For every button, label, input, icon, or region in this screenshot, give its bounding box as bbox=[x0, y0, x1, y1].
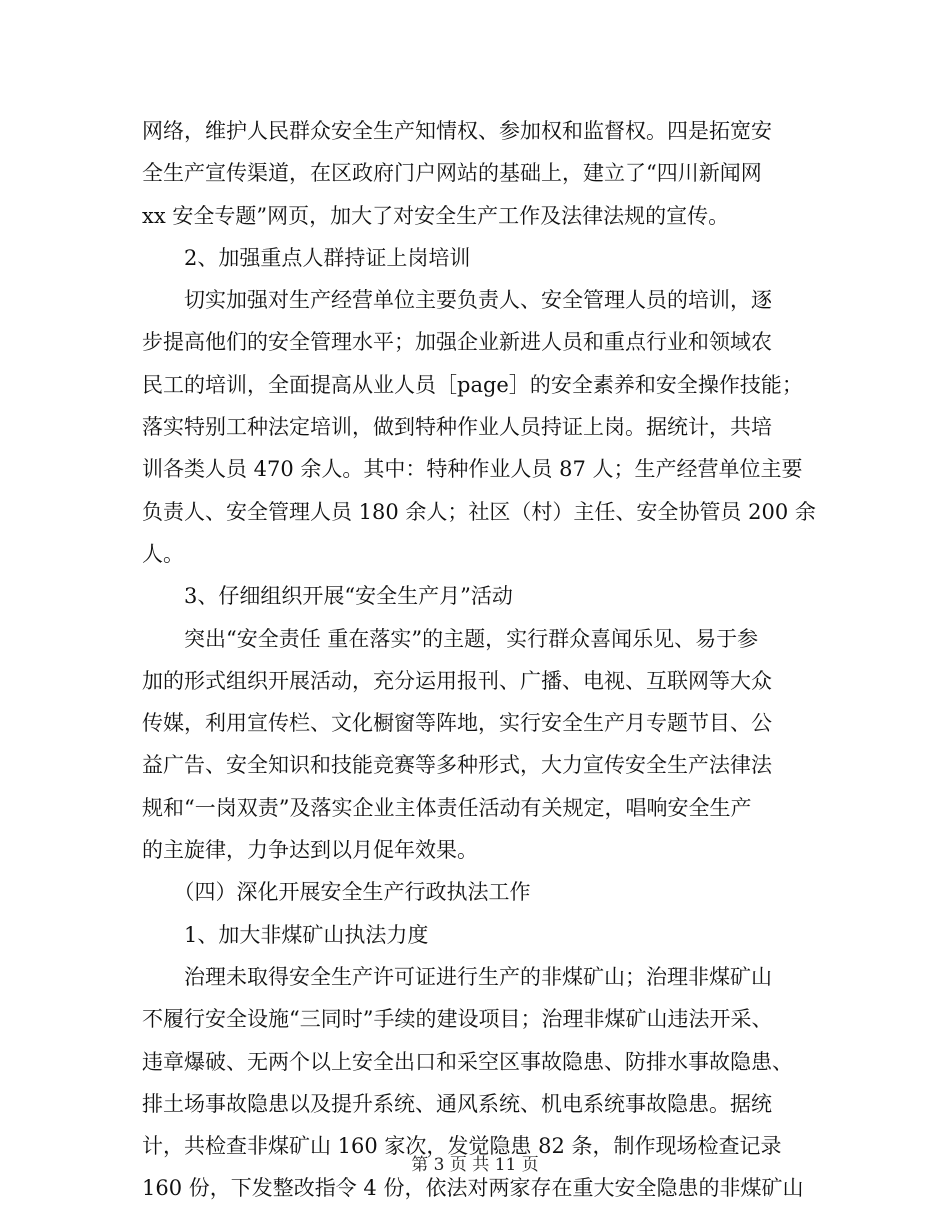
text-line: 全生产宣传渠道，在区政府门户网站的基础上，建立了“四川新闻网 bbox=[142, 161, 762, 186]
text-line: 网络，维护人民群众安全生产知情权、参加权和监督权。四是拓宽安 bbox=[142, 119, 772, 143]
text-line: 人。 bbox=[142, 541, 184, 566]
text-line: 加的形式组织开展活动，充分运用报刊、广播、电视、互联网等大众 bbox=[142, 668, 772, 693]
text-line: 规和“一岗双责”及落实企业主体责任活动有关规定，唱响安全生产 bbox=[142, 795, 752, 820]
text-line: 治理未取得安全生产许可证进行生产的非煤矿山；治理非煤矿山 bbox=[142, 964, 772, 989]
text-line: 排土场事故隐患以及提升系统、通风系统、机电系统事故隐患。据统 bbox=[142, 1091, 772, 1116]
text-line: 传媒，利用宣传栏、文化橱窗等阵地，实行安全生产月专题节目、公 bbox=[142, 711, 772, 736]
text-line: 民工的培训，全面提高从业人员［page］的安全素养和安全操作技能； bbox=[142, 372, 803, 397]
page-number-footer: 第 3 页 共 11 页 bbox=[411, 1155, 539, 1175]
text-line: 切实加强对生产经营单位主要负责人、安全管理人员的培训，逐 bbox=[142, 288, 772, 313]
text-line: 突出“安全责任 重在落实”的主题，实行群众喜闻乐见、易于参 bbox=[142, 626, 759, 651]
text-line: 益广告、安全知识和技能竞赛等多种形式，大力宣传安全生产法律法 bbox=[142, 753, 772, 778]
text-line: xx 安全专题”网页，加大了对安全生产工作及法律法规的宣传。 bbox=[142, 203, 730, 228]
text-line: 不履行安全设施“三同时”手续的建设项目；治理非煤矿山违法开采、 bbox=[142, 1007, 773, 1032]
section-heading: 1、加大非煤矿山执法力度 bbox=[142, 922, 429, 947]
text-line: 落实特别工种法定培训，做到特种作业人员持证上岗。据统计，共培 bbox=[142, 415, 772, 440]
section-heading: 2、加强重点人群持证上岗培训 bbox=[142, 245, 471, 270]
text-line: 违章爆破、无两个以上安全出口和采空区事故隐患、防排水事故隐患、 bbox=[142, 1049, 793, 1074]
text-line: 160 份，下发整改指令 4 份，依法对两家存在重大安全隐患的非煤矿山 bbox=[142, 1176, 804, 1201]
document-body bbox=[142, 110, 816, 1210]
section-heading: 3、仔细组织开展“安全生产月”活动 bbox=[142, 584, 513, 609]
text-line: 计，共检查非煤矿山 160 家次，发觉隐患 82 条，制作现场检查记录 bbox=[142, 1134, 782, 1159]
text-line: 步提高他们的安全管理水平；加强企业新进人员和重点行业和领域农 bbox=[142, 330, 772, 355]
section-heading: （四）深化开展安全生产行政执法工作 bbox=[142, 880, 531, 905]
text-line: 的主旋律，力争达到以月促年效果。 bbox=[142, 838, 478, 863]
text-line: 训各类人员 470 余人。其中：特种作业人员 87 人；生产经营单位主要 bbox=[142, 457, 803, 482]
text-line: 负责人、安全管理人员 180 余人；社区（村）主任、安全协管员 200 余 bbox=[142, 499, 816, 524]
